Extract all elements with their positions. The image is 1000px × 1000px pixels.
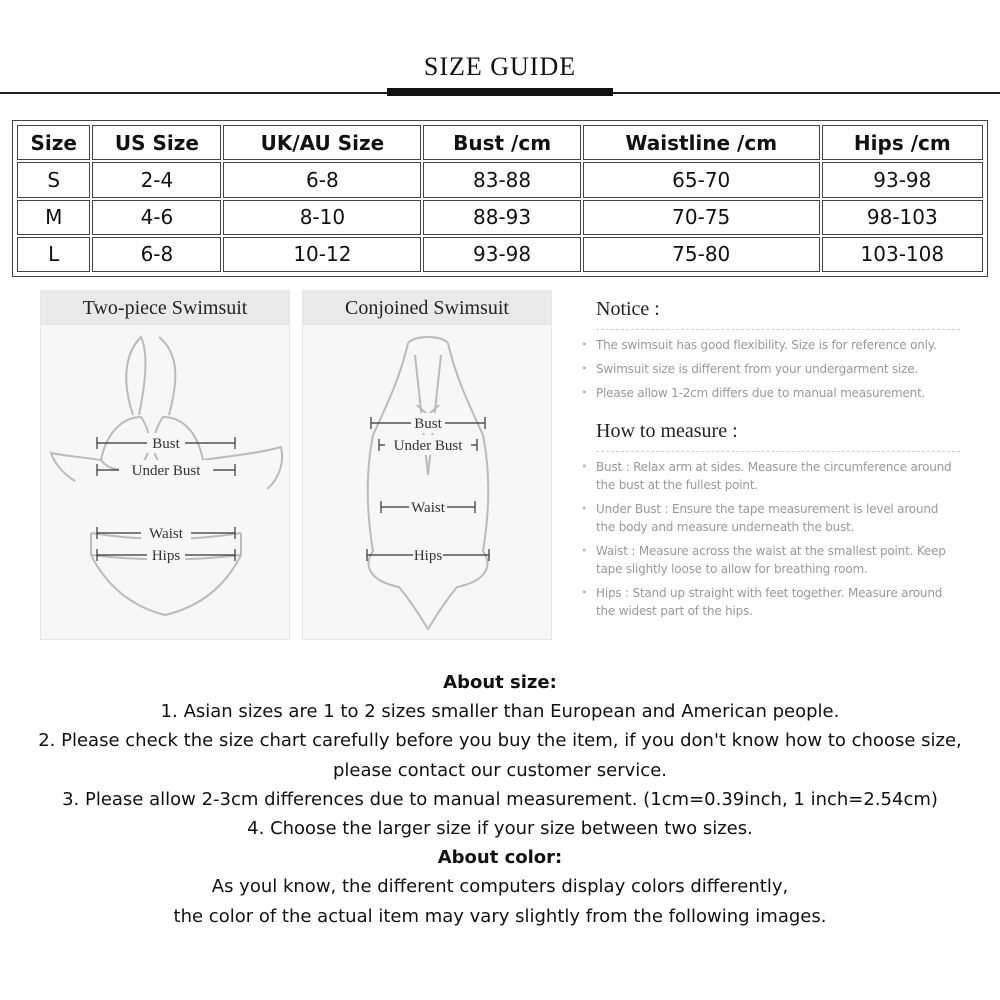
table-cell: 83-88	[423, 162, 580, 197]
table-cell: S	[17, 162, 90, 197]
table-cell: 93-98	[822, 162, 983, 197]
notice-item: • Please allow 1-2cm differs due to manual measurement.	[580, 384, 960, 402]
table-cell: 93-98	[423, 237, 580, 272]
two-piece-diagram	[40, 290, 290, 640]
table-cell: 2-4	[92, 162, 221, 197]
table-cell: 98-103	[822, 200, 983, 235]
measure-title: How to measure :	[596, 420, 738, 442]
about-color-line: the color of the actual item may vary slightly from the following images.	[173, 905, 827, 927]
about-size-line: 4. Choose the larger size if your size between two sizes.	[247, 818, 753, 840]
table-cell: 6-8	[92, 237, 221, 272]
table-header-row	[17, 125, 983, 160]
table-cell: 70-75	[583, 200, 820, 235]
header-cell: Hips /cm	[822, 125, 983, 160]
measure-item: • Bust : Relax arm at sides. Measure the circumference around the bust at the fullest point.	[580, 458, 960, 494]
notice-item: • Swimsuit size is different from your undergarment size.	[580, 360, 960, 378]
table-cell: 88-93	[423, 200, 580, 235]
measure-item: • Under Bust : Ensure the tape measurement is level around the body and measure underneath the bust.	[580, 500, 960, 536]
notice-item: • The swimsuit has good flexibility. Size is for reference only.	[580, 336, 960, 354]
table-cell: 65-70	[583, 162, 820, 197]
about-size-line: 3. Please allow 2-3cm differences due to manual measurement. (1cm=0.39inch, 1 inch=2.54cm)	[62, 788, 938, 810]
about-size-heading: About size:	[443, 672, 557, 693]
measure-item: • Waist : Measure across the waist at the smallest point. Keep tape slightly loose to allow for breathing room.	[580, 542, 960, 578]
table-cell: 103-108	[822, 237, 983, 272]
notice-title: Notice :	[596, 298, 660, 320]
under-bust-label: Under Bust	[131, 463, 201, 479]
about-size-line: 1. Asian sizes are 1 to 2 sizes smaller than European and American people.	[160, 701, 840, 723]
page-title: SIZE GUIDE	[423, 52, 577, 81]
waist-label: Waist	[411, 500, 445, 516]
table-row	[17, 162, 983, 197]
header-accent-bar	[387, 88, 613, 96]
notice-panel	[580, 298, 960, 624]
measure-item: • Hips : Stand up straight with feet together. Measure around the widest part of the hips.	[580, 584, 960, 620]
bikini-illustration	[41, 325, 291, 639]
about-color-line: As youl know, the different computers display colors differently,	[211, 876, 789, 898]
header-cell: UK/AU Size	[223, 125, 421, 160]
hips-label: Hips	[151, 548, 181, 564]
table-cell: 4-6	[92, 200, 221, 235]
header-cell: Waistline /cm	[583, 125, 820, 160]
table-cell: 75-80	[583, 237, 820, 272]
table-cell: 8-10	[223, 200, 421, 235]
waist-label: Waist	[149, 526, 183, 542]
bust-label: Bust	[152, 436, 180, 452]
diagram-title: Two-piece Swimsuit	[41, 291, 289, 325]
about-section	[0, 668, 1000, 931]
about-size-line: 2. Please check the size chart carefully before you buy the item, if you don't know how to choose size,	[38, 730, 962, 752]
hips-label: Hips	[413, 548, 443, 564]
one-piece-swimsuit-icon	[368, 337, 489, 629]
table-cell: M	[17, 200, 90, 235]
header-cell: Bust /cm	[423, 125, 580, 160]
under-bust-label: Under Bust	[393, 438, 463, 454]
conjoined-diagram	[302, 290, 552, 640]
about-color-heading: About color:	[437, 847, 563, 869]
table-row	[17, 200, 983, 235]
table-cell: L	[17, 237, 90, 272]
table-cell: 6-8	[223, 162, 421, 197]
header-cell: US Size	[92, 125, 221, 160]
table-cell: 10-12	[223, 237, 421, 272]
divider	[596, 329, 960, 330]
table-row	[17, 237, 983, 272]
header-cell: Size	[17, 125, 90, 160]
bust-label: Bust	[414, 416, 442, 432]
diagram-title: Conjoined Swimsuit	[303, 291, 551, 325]
about-size-line: please contact our customer service.	[332, 759, 667, 781]
size-table	[12, 120, 988, 277]
one-piece-illustration	[303, 325, 553, 639]
divider	[596, 451, 960, 452]
